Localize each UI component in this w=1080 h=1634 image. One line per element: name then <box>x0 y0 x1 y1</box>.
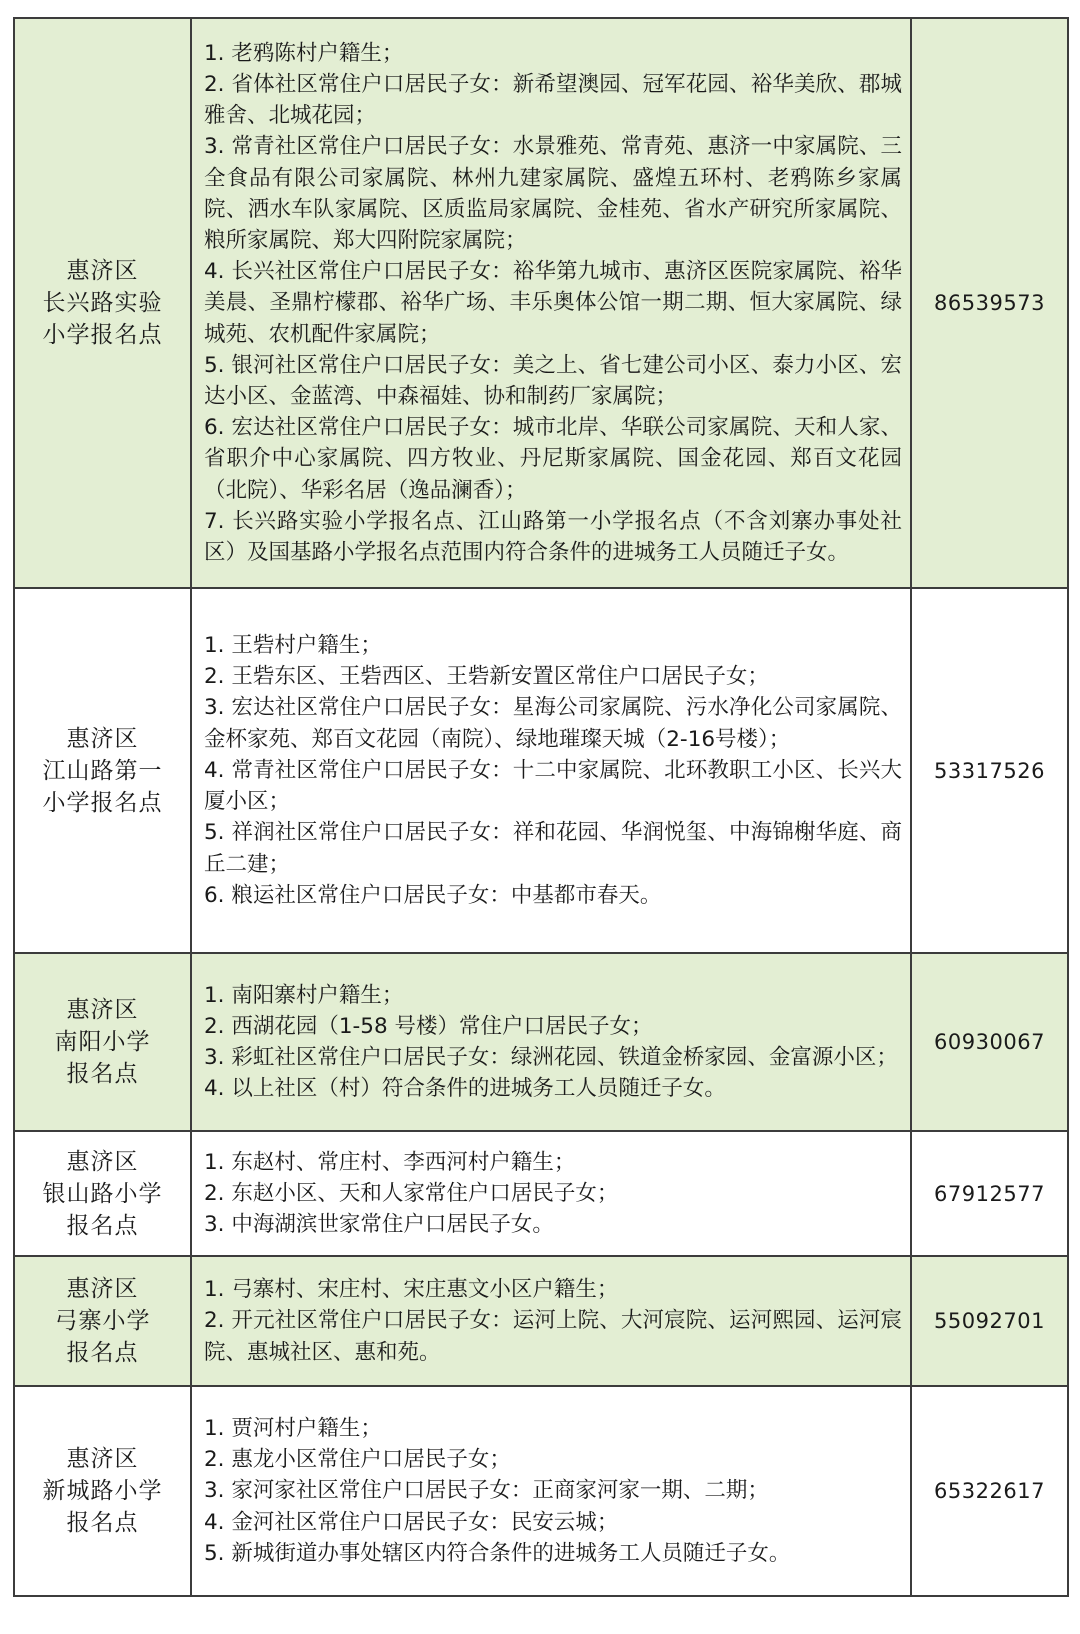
scope-item: 3. 彩虹社区常住户口居民子女：绿洲花园、铁道金桥家园、金富源小区； <box>204 1045 898 1070</box>
enrollment-scope-cell <box>191 18 911 588</box>
scope-item: 2. 省体社区常住户口居民子女：新希望澳园、冠军花园、裕华美欣、郡城雅舍、北城花园； <box>204 71 902 129</box>
scope-item: 2. 西湖花园（1-58 号楼）常住户口居民子女； <box>204 1013 653 1039</box>
scope-item: 1. 弓寨村、宋庄村、宋庄惠文小区户籍生； <box>204 1277 619 1303</box>
school-name-cell <box>14 1386 191 1596</box>
table-row <box>14 1131 1068 1256</box>
enrollment-scope-cell <box>191 588 911 953</box>
scope-item: 2. 东赵小区、天和人家常住户口居民子女； <box>204 1180 619 1206</box>
enrollment-scope-cell <box>191 1256 911 1386</box>
table-row <box>14 953 1068 1131</box>
table-row <box>14 1256 1068 1386</box>
school-name-line: 小学报名点 <box>42 789 163 816</box>
school-name-line: 惠济区 <box>66 258 139 284</box>
scope-item: 1. 南阳寨村户籍生； <box>204 982 404 1008</box>
school-name-line: 惠济区 <box>66 725 139 752</box>
phone-cell: 55092701 <box>911 1256 1068 1386</box>
scope-item: 4. 以上社区（村）符合条件的进城务工人员随迁子女。 <box>204 1076 726 1102</box>
school-name-line: 新城路小学 <box>42 1478 163 1504</box>
scope-item: 1. 老鸦陈村户籍生； <box>204 40 404 66</box>
phone-cell: 65322617 <box>911 1386 1068 1596</box>
scope-item: 1. 东赵村、常庄村、李西河村户籍生； <box>204 1149 576 1175</box>
enrollment-scope-cell <box>191 1131 911 1256</box>
scope-item: 5. 新城街道办事处辖区内符合条件的进城务工人员随迁子女。 <box>204 1540 791 1566</box>
school-name-line: 惠济区 <box>66 997 139 1023</box>
school-name-line: 长兴路实验 <box>42 290 163 316</box>
school-name-line: 银山路小学 <box>42 1180 163 1207</box>
school-name-cell <box>14 953 191 1131</box>
scope-item: 2. 王砦东区、王砦西区、王砦新安置区常住户口居民子女； <box>204 664 769 690</box>
school-name-line: 报名点 <box>66 1340 139 1366</box>
scope-item: 5. 银河社区常住户口居民子女：美之上、省七建公司小区、泰力小区、宏达小区、金蓝湾、中森福娃、协和制药厂家属院； <box>204 352 902 409</box>
scope-item: 3. 家河家社区常住户口居民子女：正商家河家一期、二期； <box>204 1478 769 1504</box>
scope-item: 6. 粮运社区常住户口居民子女：中基都市春天。 <box>204 882 662 908</box>
scope-item: 2. 惠龙小区常住户口居民子女； <box>204 1447 511 1473</box>
enrollment-scope-cell <box>191 1386 911 1596</box>
school-name-line: 惠济区 <box>66 1148 139 1175</box>
school-name-cell <box>14 588 191 953</box>
table-body <box>14 18 1068 1596</box>
scope-item: 1. 贾河村户籍生； <box>204 1415 382 1441</box>
school-name-line: 惠济区 <box>66 1446 139 1472</box>
school-name-line: 弓寨小学 <box>54 1308 151 1334</box>
scope-item: 4. 长兴社区常住户口居民子女：裕华第九城市、惠济区医院家属院、裕华美晨、圣鼎柠檬郡、裕华广场、丰乐奥体公馆一期二期、恒大家属院、绿城苑、农机配件家属院； <box>204 259 902 347</box>
school-name-line: 报名点 <box>66 1061 139 1087</box>
school-name-line: 惠济区 <box>66 1276 139 1302</box>
table-row <box>14 18 1068 588</box>
scope-item: 7. 长兴路实验小学报名点、江山路第一小学报名点（不含刘寨办事处社区）及国基路小学报名点范围内符合条件的进城务工人员随迁子女。 <box>204 508 902 566</box>
phone-cell: 67912577 <box>911 1131 1068 1256</box>
scope-item: 4. 常青社区常住户口居民子女：十二中家属院、北环教职工小区、长兴大厦小区； <box>204 757 902 815</box>
scope-item: 5. 祥润社区常住户口居民子女：祥和花园、华润悦玺、中海锦榭华庭、商丘二建； <box>204 820 902 877</box>
school-name-line: 报名点 <box>66 1212 139 1239</box>
scope-item: 3. 常青社区常住户口居民子女：水景雅苑、常青苑、惠济一中家属院、三全食品有限公司家属院、林州九建家属院、盛煌五环村、老鸦陈乡家属院、洒水车队家属院、区质监局家属院、金桂苑、省水产研究所家属院、粮所家属院、郑大四附院家属院； <box>204 134 902 253</box>
scope-item: 4. 金河社区常住户口居民子女：民安云城； <box>204 1509 619 1535</box>
phone-cell: 60930067 <box>911 953 1068 1131</box>
school-name-line: 小学报名点 <box>42 322 163 348</box>
school-name-line: 江山路第一 <box>42 757 163 784</box>
enrollment-table <box>13 17 1069 1597</box>
school-name-line: 南阳小学 <box>54 1029 151 1055</box>
scope-item: 3. 中海湖滨世家常住户口居民子女。 <box>204 1212 554 1238</box>
school-name-cell <box>14 1131 191 1256</box>
table-row <box>14 588 1068 953</box>
school-name-line: 报名点 <box>66 1510 139 1536</box>
scope-item: 1. 王砦村户籍生； <box>204 633 382 659</box>
scope-item: 3. 宏达社区常住户口居民子女：星海公司家属院、污水净化公司家属院、金杯家苑、郑百文花园（南院）、绿地璀璨天城（2-16号楼）； <box>204 695 902 752</box>
table-row <box>14 1386 1068 1596</box>
school-name-cell <box>14 1256 191 1386</box>
phone-cell: 53317526 <box>911 588 1068 953</box>
phone-cell: 86539573 <box>911 18 1068 588</box>
school-name-cell <box>14 18 191 588</box>
scope-item: 6. 宏达社区常住户口居民子女：城市北岸、华联公司家属院、天和人家、省职介中心家属院、四方牧业、丹尼斯家属院、国金花园、郑百文花园（北院）、华彩名居（逸品澜香）； <box>204 415 902 503</box>
enrollment-scope-cell <box>191 953 911 1131</box>
scope-item: 2. 开元社区常住户口居民子女：运河上院、大河宸院、运河熙园、运河宸院、惠城社区、惠和苑。 <box>204 1308 902 1365</box>
